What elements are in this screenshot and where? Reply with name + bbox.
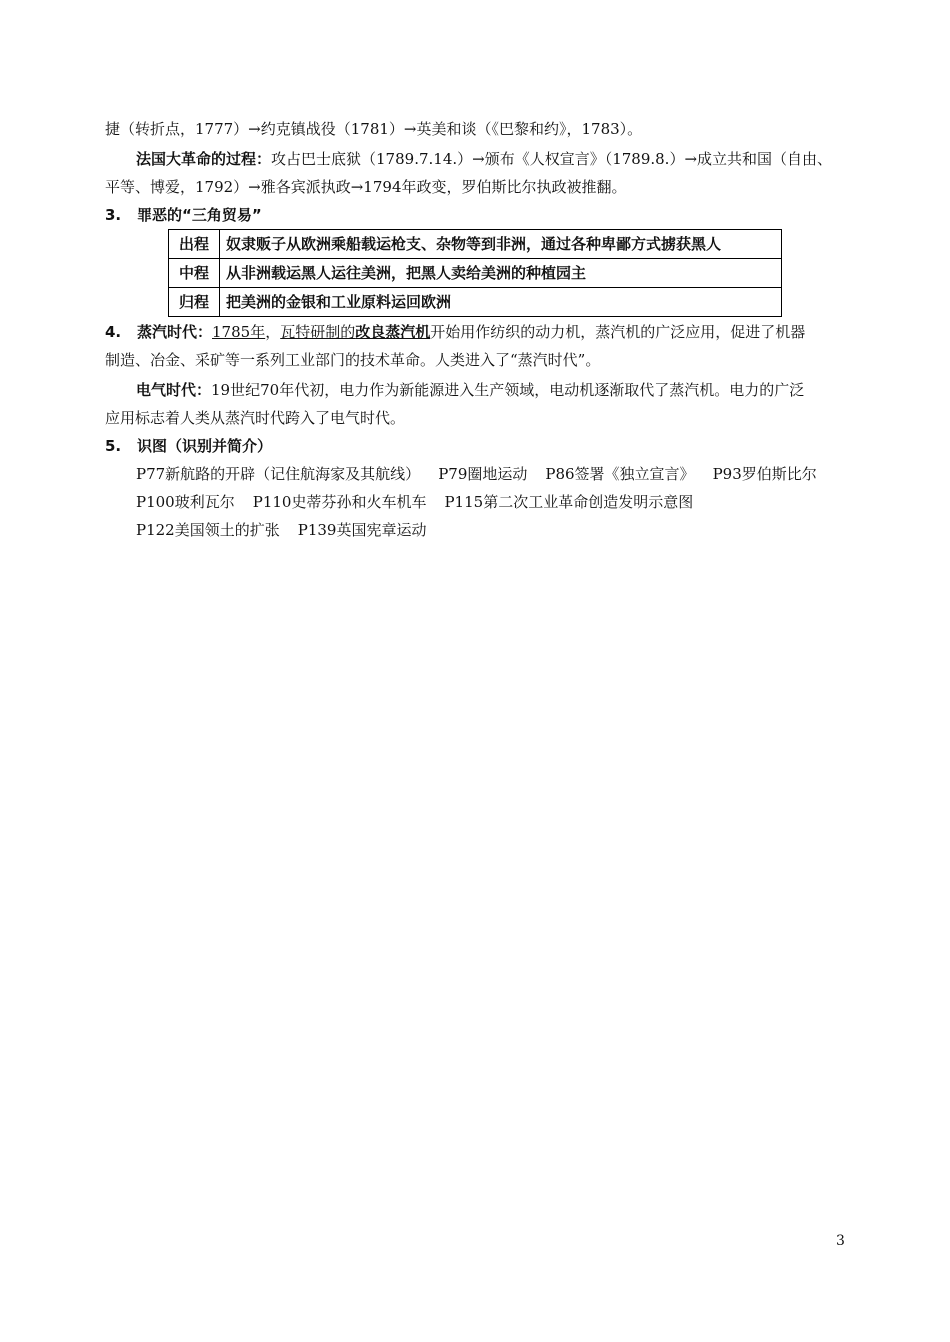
steam-text-2: 制造、冶金、采矿等一系列工业部门的技术革命。人类进入了“蒸汽时代”。 xyxy=(105,351,601,369)
row-text: 奴隶贩子从欧洲乘船载运枪支、杂物等到非洲，通过各种卑鄙方式掳获黑人 xyxy=(220,230,782,259)
table-row xyxy=(169,288,782,317)
steam-machine: 改良蒸汽机 xyxy=(355,323,431,341)
french-revolution-text: 攻占巴士底狱（1789.7.14.）→颁布《人权宣言》（1789.8.）→成立共和国（自由、 xyxy=(271,150,833,168)
table-row xyxy=(169,230,782,259)
list-item: P86签署《独立宣言》 xyxy=(545,465,695,483)
list-item: P115第二次工业革命创造发明示意图 xyxy=(444,493,694,511)
section-3-heading xyxy=(105,205,850,225)
list-item: P122美国领土的扩张 xyxy=(136,521,280,539)
section-3-title: 罪恶的“三角贸易” xyxy=(137,206,262,224)
list-item: P110史蒂芬孙和火车机车 xyxy=(252,493,427,511)
steam-comma: ， xyxy=(265,323,281,341)
french-revolution-label: 法国大革命的过程： xyxy=(136,150,272,168)
american-war-timeline-end xyxy=(105,119,850,139)
row-label: 归程 xyxy=(169,288,220,317)
figure-list-line-1 xyxy=(136,464,850,484)
list-item: P77新航路的开辟（记住航海家及其航线） xyxy=(136,465,421,483)
electric-age-line xyxy=(136,380,850,400)
triangle-trade-table xyxy=(168,229,782,317)
text-l3: 平等、博爱，1792）→雅各宾派执政→1794年政变，罗伯斯比尔执政被推翻。 xyxy=(105,178,627,196)
list-item: P100玻利瓦尔 xyxy=(136,493,235,511)
list-item: P79圈地运动 xyxy=(438,465,528,483)
electric-text-2: 应用标志着人类从蒸汽时代跨入了电气时代。 xyxy=(105,409,406,427)
french-revolution-line-2 xyxy=(105,177,850,197)
french-revolution-line xyxy=(136,149,850,169)
text-l1: 捷（转折点，1777）→约克镇战役（1781）→英美和谈（《巴黎和约》，1783）。 xyxy=(105,120,643,138)
table-row xyxy=(169,259,782,288)
row-label: 出程 xyxy=(169,230,220,259)
section-4-number: 4. xyxy=(105,323,122,341)
list-item: P93罗伯斯比尔 xyxy=(712,465,817,483)
page-number: 3 xyxy=(836,1233,845,1249)
section-5-number: 5. xyxy=(105,437,122,455)
electric-age-label: 电气时代： xyxy=(136,381,212,399)
list-item: P139英国宪章运动 xyxy=(297,521,427,539)
steam-age-line-2 xyxy=(105,350,850,370)
steam-rest: 开始用作纺织的动力机，蒸汽机的广泛应用，促进了机器 xyxy=(430,323,806,341)
row-text: 把美洲的金银和工业原料运回欧洲 xyxy=(220,288,782,317)
row-text: 从非洲载运黑人运往美洲，把黑人卖给美洲的种植园主 xyxy=(220,259,782,288)
row-label: 中程 xyxy=(169,259,220,288)
figure-list-line-3 xyxy=(136,520,850,540)
section-3-number: 3. xyxy=(105,206,122,224)
section-5-heading xyxy=(105,436,850,456)
steam-inventor: 瓦特研制的 xyxy=(280,323,356,341)
section-5-title: 识图（识别并简介） xyxy=(137,437,273,455)
electric-age-line-2 xyxy=(105,408,850,428)
steam-age-label: 蒸汽时代： xyxy=(137,323,213,341)
electric-age-text: 19世纪70年代初，电力作为新能源进入生产领域，电动机逐渐取代了蒸汽机。电力的广泛 xyxy=(211,381,805,399)
steam-year: 1785年 xyxy=(212,323,266,341)
figure-list-line-2 xyxy=(136,492,850,512)
steam-age-line xyxy=(105,322,850,342)
